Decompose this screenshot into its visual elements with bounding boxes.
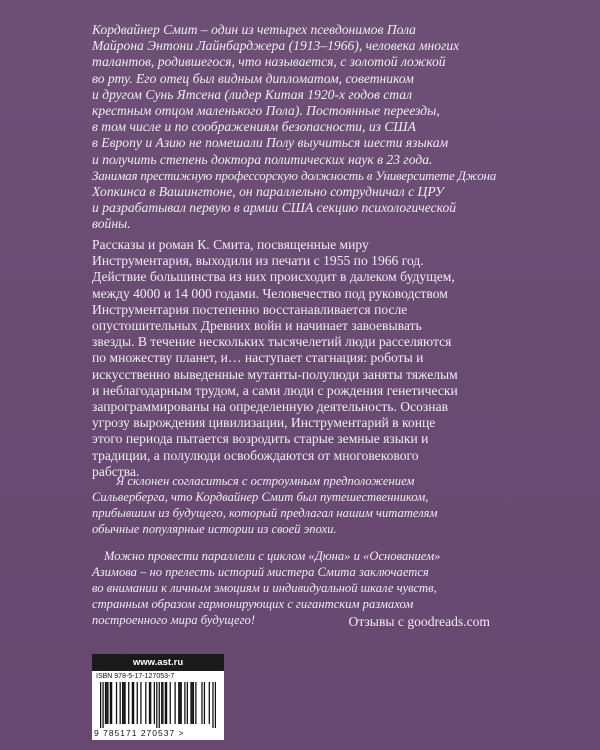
- barcode-bar: [137, 682, 138, 724]
- review-line: странным образом гармонирующих с гигантским размахом: [92, 597, 414, 611]
- review-line: Можно провести параллели с циклом «Дюна» и «Основанием»: [104, 549, 441, 563]
- barcode-panel: [92, 671, 224, 740]
- barcode-bar: [159, 682, 160, 728]
- review-line: обычные популярные истории из своей эпохи.: [92, 522, 337, 536]
- bio-line: и другом Сунь Ятсена (лидер Китая 1920-х годов стал: [92, 86, 413, 102]
- review-line: Азимова – но прелесть историй мистера Смита заключается: [92, 565, 429, 579]
- bio-line: Занимая престижную профессорскую должность в Университете Джона: [92, 167, 497, 183]
- description-line: рабства.: [92, 463, 140, 479]
- bio-line: Хопкинса в Вашингтоне, он параллельно сотрудничал с ЦРУ: [92, 184, 444, 200]
- barcode-bar: [212, 682, 213, 728]
- barcode-bar: [190, 682, 191, 724]
- barcode-block: [92, 654, 224, 740]
- bio-line: и получить степень доктора политических наук в 23 года.: [92, 151, 433, 167]
- barcode-bar: [162, 682, 163, 724]
- bio-line: в Европу и Азию не помешали Полу выучиться шести языкам: [92, 135, 449, 151]
- description-line: и неблагодарным трудом, а сами люди с рождения генетически: [92, 382, 458, 398]
- review-line: построенного мира будущего!: [92, 613, 256, 627]
- bio-line: войны.: [92, 216, 131, 232]
- bio-line: в том числе и по соображениям безопасности, из США: [92, 119, 416, 135]
- barcode-bar: [149, 682, 150, 724]
- barcode-bar: [106, 682, 107, 724]
- barcode-bar: [102, 682, 103, 728]
- barcode-bar: [128, 682, 129, 724]
- barcode-bar: [204, 682, 205, 724]
- barcode-bar: [174, 682, 175, 724]
- barcode-bar: [150, 682, 151, 724]
- barcode-bar: [100, 682, 101, 728]
- barcode-bar: [123, 682, 124, 724]
- bio-line: во рту. Его отец был видным дипломатом, советником: [92, 70, 414, 86]
- description-line: Инструментария постепенно восстанавливается после: [92, 301, 408, 317]
- publisher-website: www.ast.ru: [92, 654, 224, 671]
- barcode-bar: [201, 682, 202, 724]
- series-description: [92, 237, 498, 480]
- bio-line: и разрабатывал первую в армии США секцию психологической: [92, 200, 457, 216]
- barcode-bars: [100, 682, 216, 728]
- review-line: во внимании к личным эмоциям и индивидуальной шкале чувств,: [92, 581, 437, 595]
- description-line: искусственно выведенные мутанты-полулюди заняты тяжелым: [92, 366, 458, 382]
- description-line: звезды. В течение нескольких тысячелетий люди расселяются: [92, 334, 452, 350]
- isbn-label: ISBN 978-5-17-127053-7: [96, 673, 175, 680]
- barcode-bar: [107, 682, 108, 724]
- barcode-bar: [187, 682, 188, 724]
- barcode-bar: [195, 682, 196, 724]
- barcode-bar: [166, 682, 167, 724]
- barcode-bar: [145, 682, 146, 724]
- barcode-bar: [165, 682, 166, 724]
- barcode-bar: [105, 682, 106, 724]
- barcode-bar: [140, 682, 141, 724]
- description-line: запрограммированы на определенную деятельность. Осознав: [92, 399, 449, 415]
- description-line: традиции, а полулюди освобождаются от многовекового: [92, 447, 419, 463]
- description-line: опустошительных Древних войн и начинает завоевывать: [92, 318, 422, 334]
- barcode-bar: [161, 682, 162, 724]
- barcode-bar: [116, 682, 117, 724]
- review-quote: [92, 473, 498, 537]
- barcode-bar: [215, 682, 216, 728]
- barcode-bar: [110, 682, 111, 724]
- barcode-bar: [124, 682, 125, 724]
- barcode-bar: [178, 682, 179, 724]
- barcode-bar: [170, 682, 171, 724]
- barcode-bar: [122, 682, 123, 724]
- review-source: Отзывы с goodreads.com: [348, 614, 490, 629]
- barcode-bar: [132, 682, 133, 724]
- review-line: Я склонен согласиться с остроумным предположением: [116, 474, 415, 488]
- barcode-bar: [154, 682, 155, 724]
- bio-line: крестным отцом маленького Пола). Постоянные переезды,: [92, 103, 440, 119]
- barcode-bar: [184, 682, 185, 724]
- barcode-bar: [179, 682, 180, 724]
- ean-digits: 9 785171 270537 >: [94, 728, 185, 738]
- description-line: этого периода пытается возродить старые земные языки и: [92, 431, 429, 447]
- bio-line: Майрона Энтони Лайнбарджера (1913–1966), человека многих: [92, 38, 460, 54]
- description-line: между 4000 и 14 000 годами. Человечество под руководством: [92, 285, 448, 301]
- barcode-bar: [193, 682, 194, 724]
- barcode-bar: [156, 682, 157, 728]
- description-line: Рассказы и роман К. Смита, посвященные миру: [92, 237, 369, 252]
- barcode-bar: [120, 682, 121, 724]
- barcode-bar: [209, 682, 210, 724]
- barcode-bar: [111, 682, 112, 724]
- bio-line: талантов, родившегося, что называется, с золотой ложкой: [92, 54, 446, 70]
- description-line: по множеству планет, и… наступает стагнация: роботы и: [92, 350, 424, 366]
- author-bio: [92, 22, 498, 233]
- description-line: угрозу вырождения цивилизации, Инструментарий в конце: [92, 415, 436, 431]
- description-line: Действие большинства из них происходит в далеком будущем,: [92, 269, 455, 285]
- bio-line: Кордвайнер Смит – один из четырех псевдонимов Пола: [92, 22, 416, 37]
- description-line: Инструментария, выходили из печати с 1955 по 1966 год.: [92, 253, 424, 269]
- barcode-bar: [133, 682, 134, 724]
- review-line: прибывшим из будущего, который предлагал нашим читателям: [92, 506, 438, 520]
- barcode-bar: [181, 682, 182, 724]
- review-line: Сильверберга, что Кордвайнер Смит был путешественником,: [92, 490, 429, 504]
- barcode-bar: [192, 682, 193, 724]
